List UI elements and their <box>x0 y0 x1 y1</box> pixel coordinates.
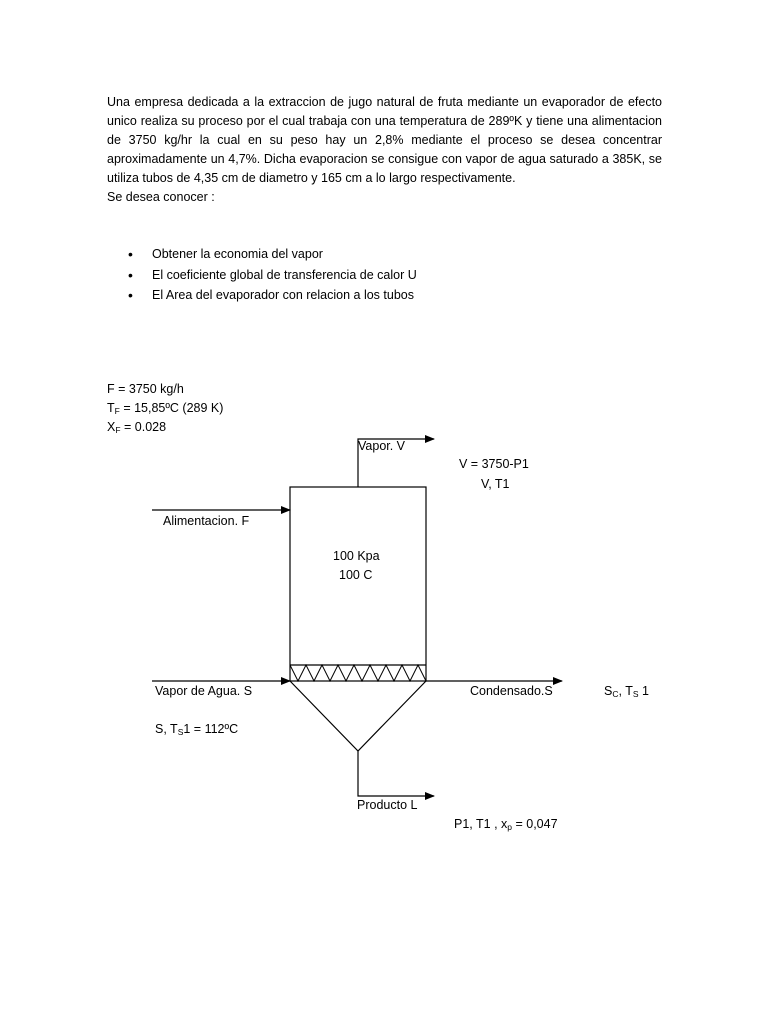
given-feed-fraction: $X_F = 0.028$ <box>107 420 167 435</box>
question-item: • El coeficiente global de transferencia de calor U <box>128 265 417 286</box>
evaporator-cone <box>290 681 426 751</box>
given-feed-rate: F = 3750 kg/h <box>107 382 184 396</box>
vapor-temperature: V, T1 <box>481 477 510 491</box>
condensate-label: Condensado.S <box>470 684 553 698</box>
product-conditions: P1, T1 , $x_p = 0,047$ <box>454 817 558 832</box>
heating-coil <box>290 665 426 681</box>
problem-ask: Se desea conocer : <box>107 190 215 204</box>
vapor-label: Vapor. V <box>358 439 406 453</box>
given-feed-temperature: $T_F$ = 15,85ºC (289 K) <box>107 401 224 416</box>
question-item: • El Area del evaporador con relacion a los tubos <box>128 285 417 306</box>
steam-temperature: S, $T_S1$ = 112ºC <box>155 722 239 737</box>
vapor-equation: V = 3750-P1 <box>459 457 529 471</box>
steam-label: Vapor de Agua. S <box>155 684 253 698</box>
evaporator-body <box>290 487 426 681</box>
operating-temperature: 100 C <box>339 568 373 582</box>
operating-pressure: 100 Kpa <box>333 549 380 563</box>
product-label: Producto L <box>357 798 418 812</box>
question-item: • Obtener la economia del vapor <box>128 244 417 265</box>
problem-text: Una empresa dedicada a la extraccion de jugo natural de fruta mediante un evaporador de efecto unico realiza su proceso por el cual trabaja con una temperatura de 289ºK y tiene una alimentacion de 3750 kg/hr la cual en su peso hay un 2,8% mediante el proceso se desea concentrar aproximadamente un 4,7%. Dicha evaporacion se consigue con vapor de agua saturado a 385K, se utiliza tubos de 4,35 cm de diametro y 165 cm a lo largo respectivamente. <box>107 95 662 185</box>
feed-label: Alimentacion. F <box>163 514 250 528</box>
condensate-conditions: $S_C$, $T_S$ 1 <box>604 684 649 699</box>
product-outlet-line <box>358 751 434 796</box>
